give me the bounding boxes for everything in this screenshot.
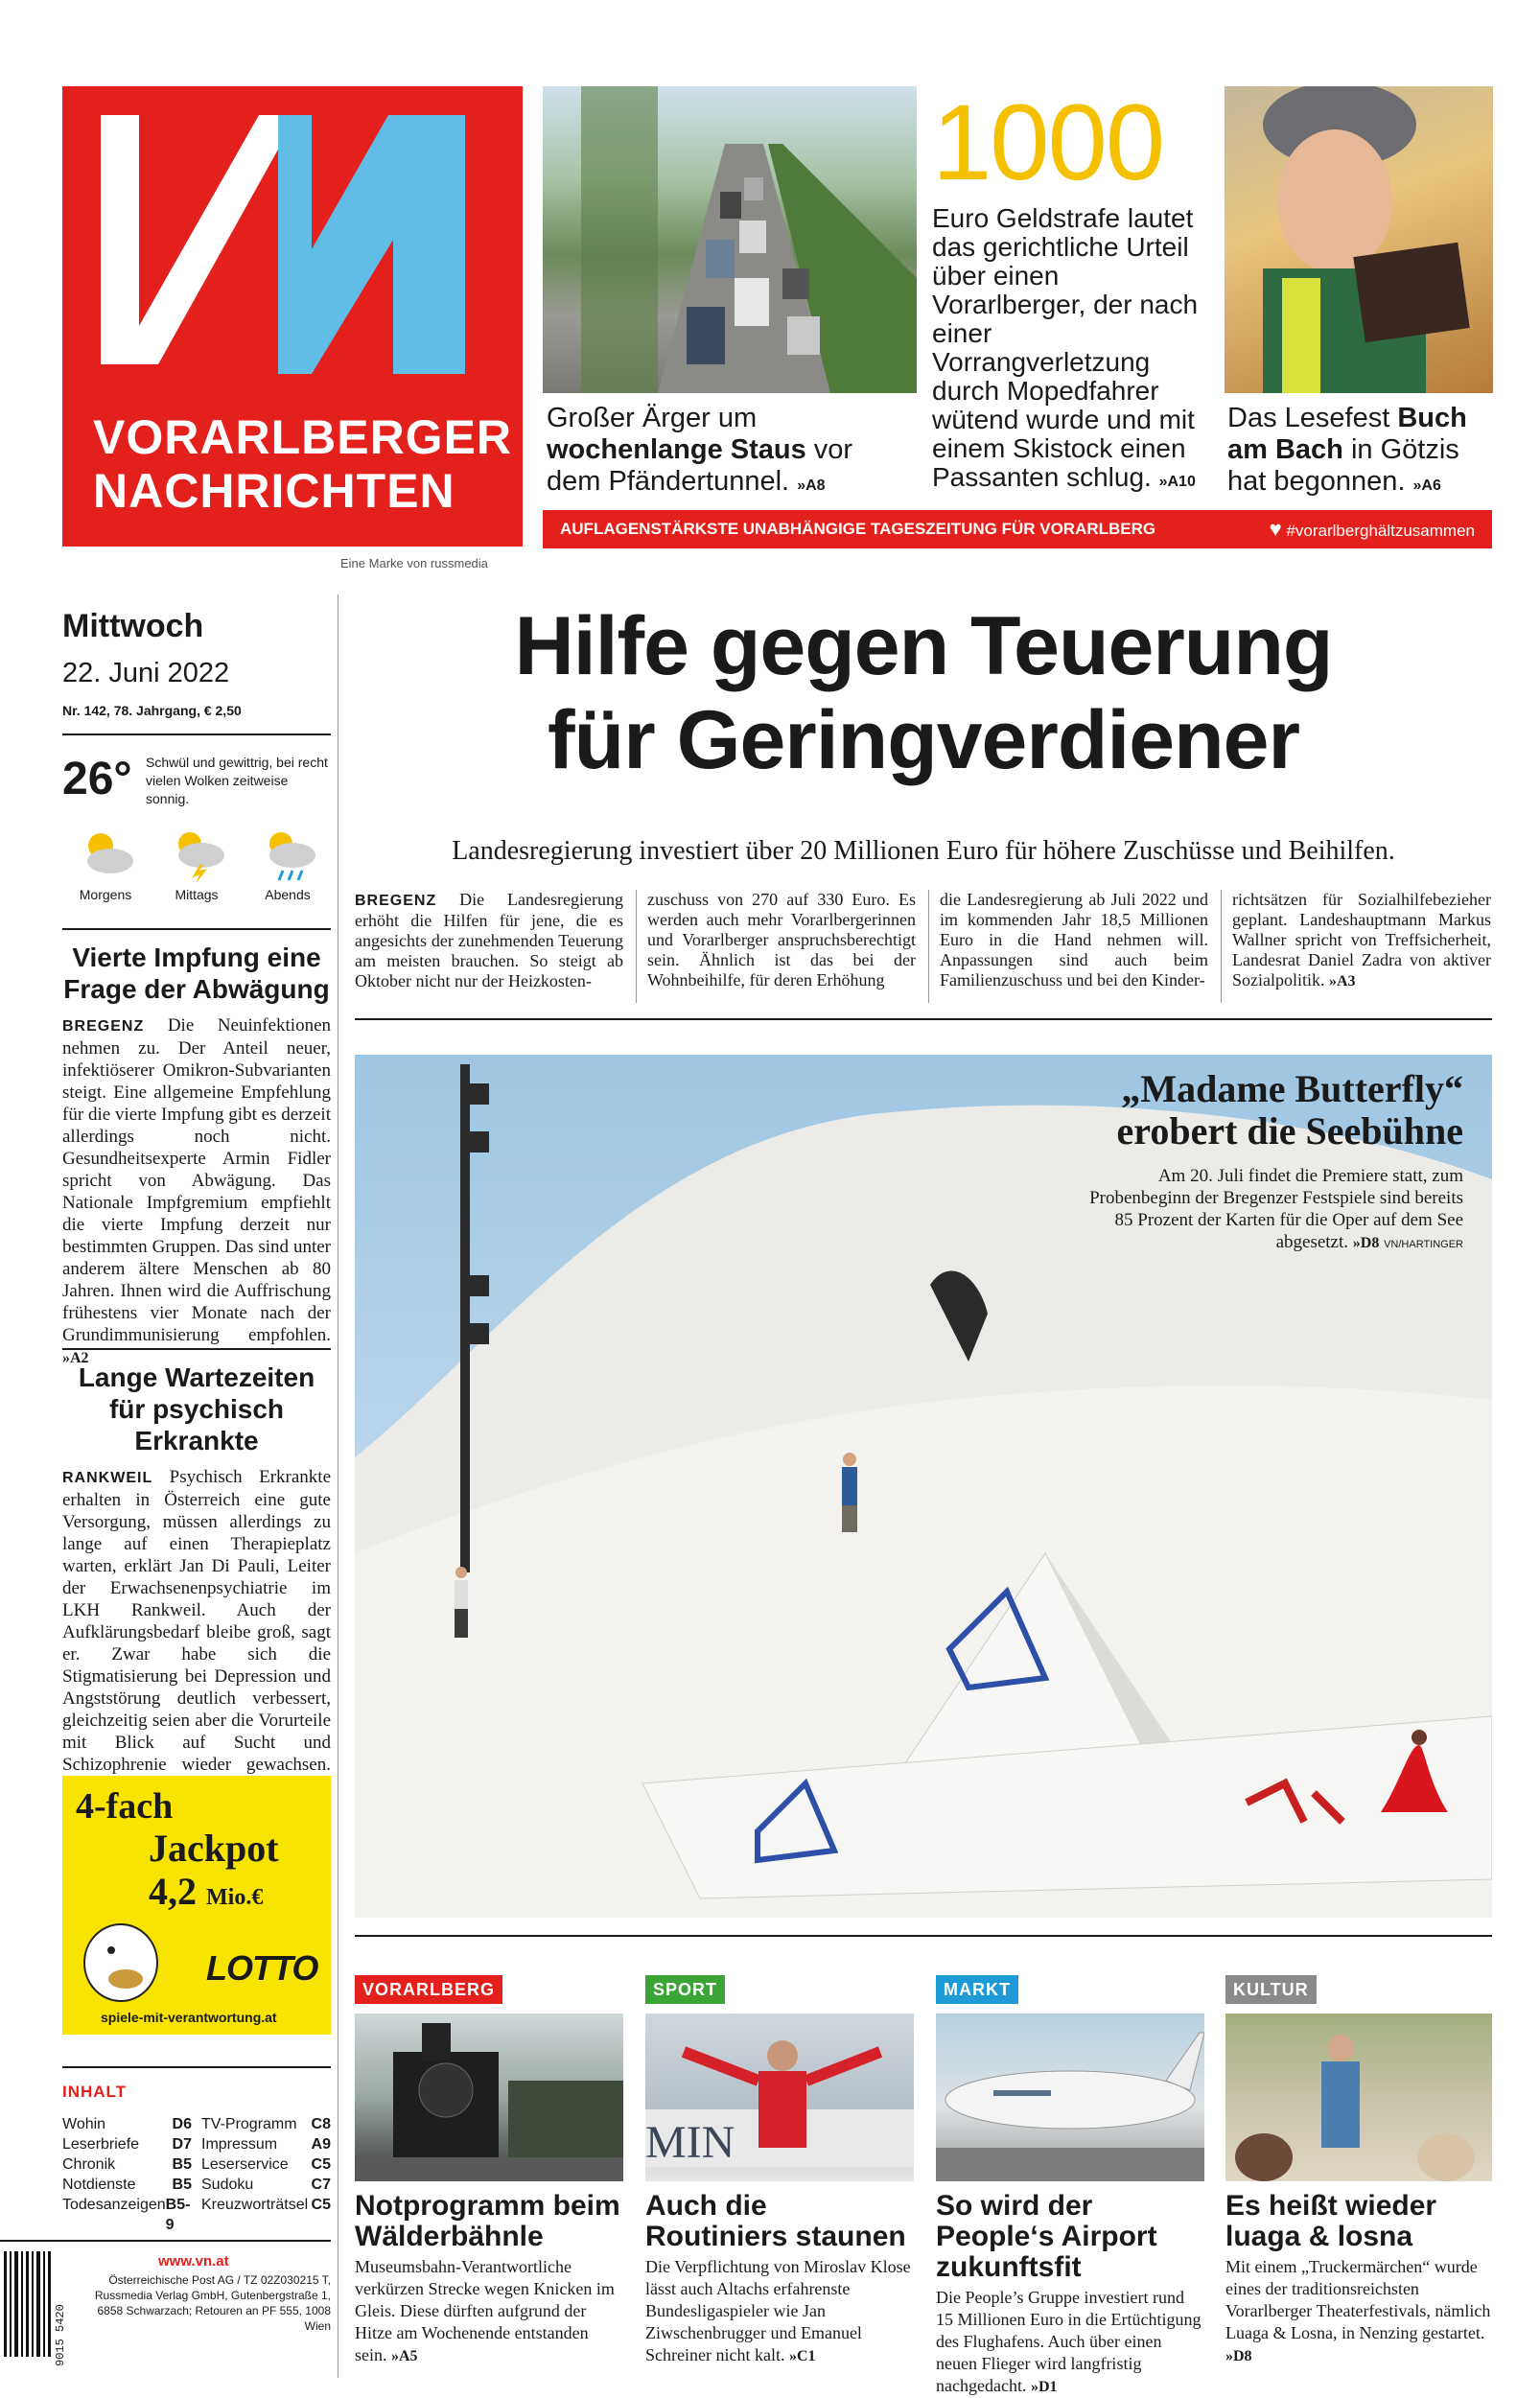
logo-name-line2: NACHRICHTEN [93, 464, 455, 518]
side-article-title: Lange Wartezeiten für psychisch Erkrankte [78, 1362, 315, 1455]
index-page: B5 [172, 2156, 192, 2173]
section-tag-vorarlberg[interactable]: VORARLBERG [355, 1975, 502, 2004]
steam-train-photo [355, 2014, 623, 2181]
website-link[interactable]: www.vn.at [158, 2253, 229, 2270]
index-label: Wohin [62, 2116, 106, 2132]
bottom-teaser-sport[interactable] [645, 1975, 914, 2367]
logo-name-line1: VORARLBERGER [93, 410, 513, 464]
lotto-url[interactable]: spiele-mit-verantwortung.at [101, 2010, 277, 2025]
feature-text-body: Am 20. Juli findet die Premiere statt, zum Probenbeginn der Bregenzer Festspiele sind bereits 85 Prozent der Karten für die Oper auf dem See abgesetzt. [1089, 1166, 1463, 1252]
weather-description: Schwül und gewittrig, bei recht vielen Wolken zeitweise sonnig. [146, 755, 328, 806]
side-article-impfung[interactable] [62, 942, 331, 1369]
lotto-ad[interactable] [62, 1776, 331, 2035]
lotto-line1: 4-fach [76, 1786, 174, 1827]
lead-column-4: richtsätzen für Sozialhilfebezieher geplant. Landeshauptmann Markus Wallner spricht von Treffsicherheit, Landesrat Daniel Zadra von aktiver Sozialpolitik. [1232, 890, 1491, 989]
bottom-teaser-kultur[interactable] [1225, 1975, 1492, 2367]
weather-periods [62, 825, 331, 911]
lead-headline-line2: für Geringverdiener [548, 694, 1299, 786]
lead-column-3: die Landesregierung ab Juli 2022 und im kommenden Jahr 18,5 Millionen Euro in die Hand nehmen will. Anpassungen sind auch beim Familienzuschuss und bei den Kinder- [940, 890, 1208, 989]
index-page: A9 [311, 2136, 331, 2153]
teaser-geldstrafe[interactable] [932, 82, 1210, 503]
column-rule [1221, 890, 1222, 1003]
side-article-psychiatrie[interactable] [62, 1362, 331, 1799]
lead-subhead: Landesregierung investiert über 20 Millionen Euro für höhere Zuschüsse und Beihilfen. [452, 836, 1395, 866]
section-tag-kultur[interactable]: KULTUR [1225, 1975, 1317, 2004]
bottom-teaser-ref[interactable]: »C1 [788, 2348, 816, 2364]
index-item[interactable] [62, 2175, 192, 2195]
barcode-icon [0, 2251, 58, 2366]
teaser-geldstrafe-ref[interactable]: »A10 [1158, 474, 1196, 490]
barcode-number: 9015 5420 [54, 2304, 67, 2366]
feature-text [1080, 1165, 1463, 1256]
index-heading: INHALT [62, 2083, 128, 2101]
airplane-photo [936, 2014, 1204, 2181]
imprint-text: Österreichische Post AG / TZ 02Z030215 T, Russmedia Verlag GmbH, Gutenbergstraße 1, 6858 Schwarzach; Retouren an PF 555, 1008 Wien [94, 2273, 331, 2333]
index-label: Todesanzeigen [62, 2197, 166, 2213]
lead-headline[interactable] [355, 599, 1492, 787]
index-page: B5-9 [165, 2197, 191, 2233]
sun-rain-icon [254, 825, 321, 882]
bottom-teaser-title: Auch die Routiniers staunen [645, 2190, 906, 2252]
divider [62, 928, 331, 930]
lead-column-2: zuschuss von 270 auf 330 Euro. Es werden auch mehr Vorarlbergerinnen und Vorarlberger anspruchsberechtigt sein. Ähnlich ist das bei der Wohnbeihilfe, für deren Erhöhung [647, 890, 916, 989]
bottom-teaser-vorarlberg[interactable] [355, 1975, 623, 2367]
brand-note: Eine Marke von russmedia [340, 556, 488, 570]
teaser-staus-ref[interactable]: »A8 [797, 477, 826, 494]
feature-ref[interactable]: »D8 [1352, 1235, 1380, 1251]
feature-title-line1: „Madame Butterfly“ [1121, 1067, 1463, 1110]
bottom-teaser-title: Notprogramm beim Wälderbähnle [355, 2190, 620, 2252]
index-label: Impressum [201, 2136, 278, 2153]
index-page: C5 [311, 2197, 331, 2213]
teaser-lesefest-tail: in Götzis hat begonnen. [1227, 434, 1459, 497]
hashtag-text: #vorarlberghältzusammen [1286, 522, 1475, 540]
teaser-lesefest-text: Das Lesefest [1227, 403, 1398, 433]
bottom-teaser-text: Museumsbahn-Verantwortliche verkürzen Strecke wegen Knicken im Gleis. Diese dürften aufgrund der Hitze am Wochenende entstanden sein. [355, 2257, 615, 2364]
column-rule [636, 890, 637, 1003]
teaser-staus-tail: vor dem Pfändertunnel. [547, 434, 853, 497]
lotto-amount: 4,2 [149, 1870, 197, 1913]
heart-icon: ♥ [1269, 517, 1282, 541]
index-page: D7 [172, 2136, 192, 2153]
vn-logo[interactable] [62, 86, 523, 547]
side-article-text: Die Neuinfektionen nehmen zu. Der Anteil neuer, infektiöserer Omikron-Subvarianten steigt. Eine allgemeine Empfehlung für die vierte Impfung gibt es derzeit allerdings noch nicht. Gesundheitsexperte Armin Fidler spricht von Abwägung. Das Nationale Impfgremium empfiehlt die vierte Impfung derzeit nur bestimmten Gruppen. Das sind unter anderem ältere Menschen ab 80 Jahren. Ihnen wird die Auffrischung frühestens vier Monate nach der Grundimmunisierung empfohlen. [62, 1015, 331, 1345]
index-item[interactable] [201, 2154, 331, 2175]
bottom-teaser-ref[interactable]: »D8 [1225, 2348, 1252, 2364]
index-item[interactable] [201, 2134, 331, 2154]
weekday: Mittwoch [62, 608, 204, 644]
traffic-jam-photo [543, 86, 917, 393]
index-right [201, 2114, 331, 2215]
section-tag-sport[interactable]: SPORT [645, 1975, 725, 2004]
teaser-lesefest[interactable] [1227, 403, 1491, 501]
side-article-title: Vierte Impfung eine Frage der Abwägung [63, 943, 330, 1004]
bottom-teaser-text: Die People’s Gruppe investiert rund 15 Millionen Euro in die Ertüchtigung des Flughafens. Auch über einen neuen Flieger wird langfristig nachgedacht. [936, 2288, 1202, 2395]
index-page: C8 [311, 2116, 331, 2132]
weather-label-morning: Morgens [79, 887, 132, 902]
feature-title[interactable] [965, 1068, 1463, 1152]
lead-ref[interactable]: »A3 [1329, 973, 1356, 989]
weather-label-noon: Mittags [175, 887, 219, 902]
index-page: D6 [172, 2116, 192, 2132]
side-article-place: RANKWEIL [62, 1470, 153, 1486]
divider [355, 1018, 1492, 1020]
steam-train-graphic [355, 2014, 623, 2181]
index-item[interactable] [62, 2134, 192, 2154]
lead-place: BREGENZ [355, 893, 437, 909]
divider [355, 1935, 1492, 1937]
traffic-jam-photo-graphic [543, 86, 917, 393]
bottom-teaser-ref[interactable]: »A5 [391, 2348, 418, 2364]
sun-cloud-icon [72, 825, 139, 882]
lotto-brand: LOTTO [206, 1948, 318, 1988]
side-article-ref[interactable]: »A2 [62, 1350, 89, 1366]
divider [62, 1348, 331, 1350]
index-item[interactable] [201, 2175, 331, 2195]
index-item[interactable] [62, 2114, 192, 2134]
index-label: Leserbriefe [62, 2136, 140, 2153]
index-label: Chronik [62, 2156, 116, 2173]
thunderstorm-icon [163, 825, 230, 882]
divider [0, 2240, 331, 2242]
mascot-icon [68, 1910, 174, 2006]
index-label: Notdienste [62, 2177, 136, 2193]
photo-credit: VN/HARTINGER [1384, 1239, 1463, 1250]
teaser-lesefest-ref[interactable]: »A6 [1412, 477, 1441, 494]
index-page: C7 [311, 2177, 331, 2193]
section-tag-markt[interactable]: MARKT [936, 1975, 1018, 2004]
bottom-teaser-title: Es heißt wieder luaga & losna [1225, 2190, 1437, 2252]
bottom-teaser-ref[interactable]: »D1 [1030, 2379, 1058, 2395]
bottom-teaser-text: Mit einem „Truckermärchen“ wurde eines der traditionsreichsten Vorarlberger Theaterfestivals, nämlich Luaga & Losna, in Nenzing gestartet. [1225, 2257, 1491, 2342]
index-item[interactable] [201, 2114, 331, 2134]
index-item[interactable] [62, 2195, 192, 2235]
index-item[interactable] [201, 2195, 331, 2215]
feature-title-line2: erobert die Seebühne [1116, 1109, 1463, 1152]
lead-body [355, 890, 1492, 1013]
slogan-banner [543, 510, 1492, 548]
teaser-staus[interactable] [547, 403, 911, 501]
teaser-lesefest-bold: Buch am Bach [1227, 403, 1467, 465]
football-coach-photo [645, 2014, 914, 2181]
teaser-staus-text: Großer Ärger um [547, 403, 758, 433]
lotto-line2: Jackpot [149, 1827, 279, 1870]
bottom-teaser-title: So wird der People‘s Airport zukunftsfit [936, 2190, 1157, 2283]
issue-info: Nr. 142, 78. Jahrgang, € 2,50 [62, 703, 242, 718]
hashtag[interactable] [1270, 510, 1475, 550]
theater-festival-graphic [1225, 2014, 1492, 2181]
date: 22. Juni 2022 [62, 658, 230, 688]
vn-logo-icon [62, 86, 523, 403]
divider [62, 2066, 331, 2068]
index-page: C5 [311, 2156, 331, 2173]
feature-photo-seebuehne [355, 1055, 1492, 1918]
side-article-text: Psychisch Erkrankte erhalten in Österreich eine gute Versorgung, müssen allerdings zu lange auf einen Therapieplatz warten, erklärt Jan Di Pauli, Leiter der Erwachsenenpsychiatrie im LKH Rankweil. Auch der Aufklärungsbedarf bleibe groß, sagt er. Zwar habe sich die Stigmatisierung bei Depression und Angststörung deutlich verbessert, gleichzeitig seien aber die Vorurteile mit Blick auf Sucht und Schizophrenie wieder gewachsen. [62, 1467, 331, 1775]
lead-column-1: Die Landesregierung erhöht die Hilfen für jene, die es angesichts der zunehmenden Teuerung am meisten brauchen. So steigt ab Oktober nicht nur der Heizkosten- [355, 890, 624, 990]
index-label: Sudoku [201, 2177, 254, 2193]
index-page: B5 [172, 2177, 192, 2193]
teaser-staus-bold: wochenlange Staus [547, 434, 806, 465]
side-article-place: BREGENZ [62, 1018, 145, 1035]
column-rule [928, 890, 929, 1003]
svg-text:MIN: MIN [645, 2117, 735, 2168]
index-left [62, 2114, 192, 2235]
theater-festival-photo [1225, 2014, 1492, 2181]
bottom-teaser-markt[interactable] [936, 1975, 1204, 2398]
teaser-geldstrafe-text: Euro Geldstrafe lautet das gerichtliche Urteil über einen Vorarlberger, der nach einer Vorrangverletzung durch Mopedfahrer wütend wurde und mit einem Skistock einen Passanten schlug. [932, 203, 1199, 492]
teaser-big-number: 1000 [932, 82, 1164, 202]
football-coach-graphic [645, 2014, 914, 2181]
bottom-teaser-text: Die Verpflichtung von Miroslav Klose lässt auch Altachs erfahrenste Bundesligaspieler wie Jan Ziwschenbrugger und Emanuel Schreiner nicht kalt. [645, 2257, 911, 2364]
barcode [0, 2251, 86, 2366]
reading-child-photo [1225, 86, 1493, 393]
slogan-text: AUFLAGENSTÄRKSTE UNABHÄNGIGE TAGESZEITUNG FÜR VORARLBERG [560, 520, 1156, 538]
index-label: Leserservice [201, 2156, 289, 2173]
airplane-graphic [936, 2014, 1204, 2181]
index-label: TV-Programm [201, 2116, 297, 2132]
weather-label-evening: Abends [265, 887, 311, 902]
index-label: Kreuzworträtsel [201, 2197, 309, 2213]
lead-headline-line1: Hilfe gegen Teuerung [514, 600, 1333, 692]
divider [62, 733, 331, 735]
index-item[interactable] [62, 2154, 192, 2175]
temperature: 26° [62, 754, 132, 804]
lotto-unit: Mio.€ [206, 1885, 264, 1910]
reading-child-photo-graphic [1225, 86, 1493, 393]
